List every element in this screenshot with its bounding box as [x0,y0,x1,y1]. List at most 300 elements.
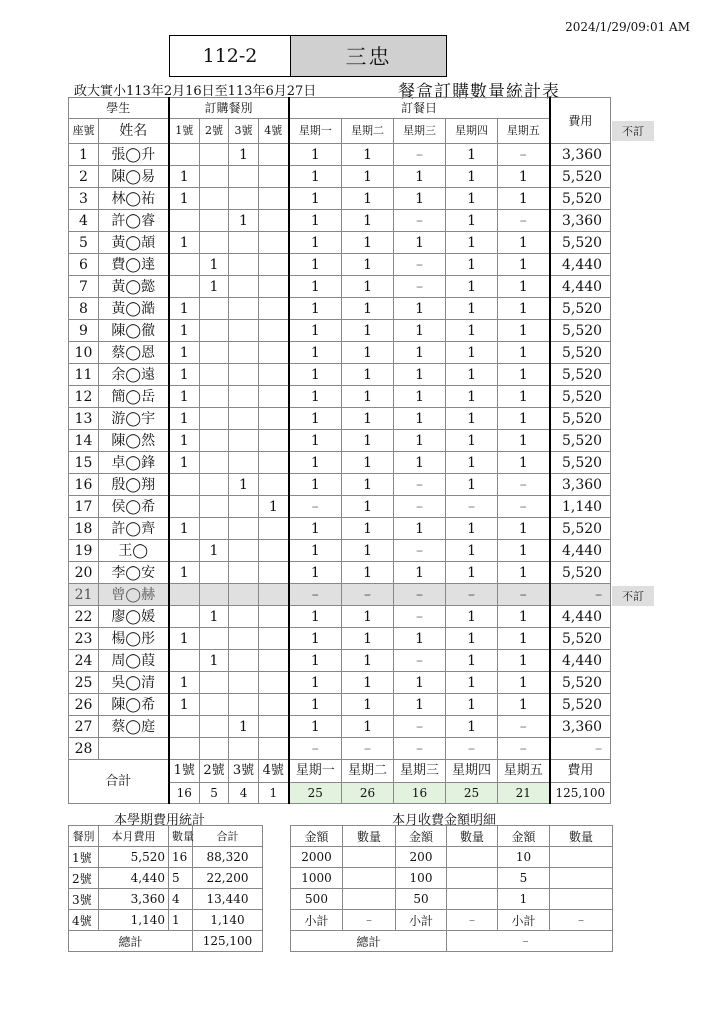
day-4-cell: – [446,738,498,760]
day-2-cell: 1 [342,342,394,364]
day-2-cell: 1 [342,364,394,386]
seat-number: 5 [69,232,99,254]
semester-row [69,868,263,889]
payment-header-qty-3: 數量 [550,826,613,847]
seat-number: 26 [69,694,99,716]
totals-fee: 125,100 [550,783,611,804]
semester-sum: 22,200 [193,868,263,889]
day-3-cell: 1 [394,342,446,364]
day-1-cell: 1 [289,276,342,298]
day-2-cell: – [342,584,394,606]
fee-cell: 5,520 [550,298,611,320]
type-2-cell [200,364,229,386]
type-4-cell [259,188,289,210]
type-1-cell: 1 [169,188,200,210]
semester-unit: 1,140 [99,910,169,931]
type-2-cell [200,738,229,760]
day-1-cell: 1 [289,320,342,342]
student-row [69,650,611,672]
payment-title: 本月收費金額明細 [392,813,497,828]
payment-amount: 50 [396,889,447,910]
type-2-cell [200,298,229,320]
header-row-2 [69,119,611,144]
totals-day-4-label: 星期四 [446,760,498,783]
semester-row [69,910,263,931]
day-5-cell: 1 [498,232,550,254]
seat-number: 10 [69,342,99,364]
class-code: 112-2 [170,36,291,76]
seat-number: 11 [69,364,99,386]
day-2-cell: 1 [342,518,394,540]
type-4-cell [259,144,289,166]
semester-total-row [69,931,263,952]
type-2-cell [200,386,229,408]
type-1-cell: 1 [169,562,200,584]
fee-cell: 3,360 [550,210,611,232]
payment-amount: 小計 [498,910,550,931]
semester-title: 本學期費用統計 [114,813,206,828]
totals-day-2-label: 星期二 [342,760,394,783]
type-4-cell [259,606,289,628]
day-4-cell: – [446,496,498,518]
totals-day-2: 26 [342,783,394,804]
day-5-cell: 1 [498,342,550,364]
fee-cell: 3,360 [550,716,611,738]
type-3-cell [229,694,259,716]
student-name: 王◯ [99,540,169,562]
seat-number: 22 [69,606,99,628]
day-4-cell: 1 [446,386,498,408]
day-2-cell: 1 [342,144,394,166]
day-3-cell: 1 [394,188,446,210]
type-1-cell [169,474,200,496]
payment-row [291,868,613,889]
type-3-cell [229,650,259,672]
student-row [69,408,611,430]
type-2-cell: 1 [200,254,229,276]
student-name: 黃◯澔 [99,298,169,320]
type-4-cell [259,166,289,188]
header-day-thu: 星期四 [446,119,498,144]
type-2-cell [200,430,229,452]
type-3-cell: 1 [229,716,259,738]
type-1-cell: 1 [169,386,200,408]
day-3-cell: – [394,716,446,738]
header-row-1 [69,98,611,119]
student-row [69,584,611,606]
student-row [69,276,611,298]
student-row [69,386,611,408]
header-type-3: 3號 [229,119,259,144]
header-type-1: 1號 [169,119,200,144]
seat-number: 23 [69,628,99,650]
day-4-cell: 1 [446,452,498,474]
seat-number: 17 [69,496,99,518]
payment-qty: – [447,910,498,931]
day-2-cell: 1 [342,408,394,430]
payment-amount: 100 [396,868,447,889]
seat-number: 3 [69,188,99,210]
student-name: 侯◯希 [99,496,169,518]
type-4-cell [259,342,289,364]
fee-cell: 5,520 [550,342,611,364]
type-1-cell: 1 [169,364,200,386]
student-name: 陳◯然 [99,430,169,452]
day-1-cell: 1 [289,694,342,716]
type-2-cell [200,166,229,188]
header-fee: 費用 [550,98,611,144]
student-row [69,628,611,650]
day-4-cell: 1 [446,562,498,584]
day-1-cell: 1 [289,144,342,166]
day-3-cell: 1 [394,628,446,650]
day-5-cell: 1 [498,320,550,342]
day-4-cell: 1 [446,694,498,716]
day-2-cell: 1 [342,650,394,672]
totals-type-1-label: 1號 [169,760,200,783]
type-4-cell [259,276,289,298]
type-1-cell: 1 [169,694,200,716]
fee-cell: 1,140 [550,496,611,518]
semester-qty: 4 [169,889,193,910]
day-5-cell: 1 [498,628,550,650]
seat-number: 1 [69,144,99,166]
semester-fee-table [68,825,263,952]
payment-total-value: – [447,931,613,952]
day-5-cell: 1 [498,430,550,452]
day-4-cell: 1 [446,716,498,738]
day-5-cell: 1 [498,562,550,584]
type-4-cell [259,210,289,232]
day-4-cell: 1 [446,276,498,298]
print-timestamp: 2024/1/29/09:01 AM [565,20,690,34]
student-row [69,562,611,584]
type-1-cell: 1 [169,408,200,430]
payment-row [291,889,613,910]
day-4-cell: 1 [446,540,498,562]
payment-amount: 2000 [291,847,343,868]
day-1-cell: – [289,584,342,606]
student-name: 殷◯翔 [99,474,169,496]
type-3-cell [229,298,259,320]
semester-type: 3號 [69,889,99,910]
student-name: 黃◯懿 [99,276,169,298]
type-2-cell: 1 [200,540,229,562]
payment-amount: 1000 [291,868,343,889]
type-1-cell: 1 [169,672,200,694]
student-name: 費◯達 [99,254,169,276]
day-5-cell: 1 [498,254,550,276]
fee-cell: 5,520 [550,320,611,342]
fee-cell: 5,520 [550,562,611,584]
day-3-cell: – [394,474,446,496]
type-4-cell [259,254,289,276]
day-2-cell: 1 [342,166,394,188]
day-5-cell: – [498,496,550,518]
day-4-cell: 1 [446,232,498,254]
type-2-cell [200,452,229,474]
day-3-cell: – [394,738,446,760]
fee-cell: 5,520 [550,188,611,210]
type-1-cell: 1 [169,518,200,540]
type-3-cell [229,386,259,408]
semester-sum: 1,140 [193,910,263,931]
student-row [69,518,611,540]
semester-row [69,847,263,868]
day-1-cell: 1 [289,254,342,276]
type-3-cell [229,364,259,386]
type-2-cell: 1 [200,606,229,628]
semester-header-unit: 本月費用 [99,826,169,847]
day-2-cell: 1 [342,188,394,210]
day-4-cell: 1 [446,430,498,452]
fee-cell: 3,360 [550,144,611,166]
semester-unit: 4,440 [99,868,169,889]
student-name: 蔡◯庭 [99,716,169,738]
day-1-cell: 1 [289,628,342,650]
student-name: 簡◯岳 [99,386,169,408]
document-title: 餐盒訂購數量統計表 [398,82,560,102]
fee-cell: 4,440 [550,650,611,672]
totals-type-3: 4 [229,783,259,804]
seat-number: 9 [69,320,99,342]
type-3-cell [229,672,259,694]
class-header [169,35,447,77]
seat-number: 2 [69,166,99,188]
not-ordered-label-header: 不訂 [612,121,654,141]
type-3-cell: 1 [229,210,259,232]
totals-day-1-label: 星期一 [289,760,342,783]
header-seat: 座號 [69,119,99,144]
seat-number: 15 [69,452,99,474]
header-order-type: 訂購餐別 [169,98,289,119]
student-name: 廖◯媛 [99,606,169,628]
student-row [69,342,611,364]
seat-number: 16 [69,474,99,496]
totals-type-1: 16 [169,783,200,804]
student-row [69,606,611,628]
type-1-cell: 1 [169,342,200,364]
type-1-cell [169,210,200,232]
fee-cell: 5,520 [550,694,611,716]
day-1-cell: 1 [289,474,342,496]
type-3-cell [229,628,259,650]
payment-row [291,910,613,931]
student-name: 李◯安 [99,562,169,584]
type-3-cell [229,562,259,584]
day-2-cell: 1 [342,562,394,584]
type-4-cell: 1 [259,496,289,518]
type-4-cell [259,474,289,496]
type-4-cell [259,628,289,650]
type-3-cell [229,276,259,298]
fee-cell: 4,440 [550,254,611,276]
type-3-cell [229,166,259,188]
day-5-cell: – [498,474,550,496]
student-name: 游◯宇 [99,408,169,430]
student-name: 余◯遠 [99,364,169,386]
semester-unit: 5,520 [99,847,169,868]
student-name: 陳◯希 [99,694,169,716]
payment-header-row [291,826,613,847]
type-2-cell [200,562,229,584]
day-1-cell: 1 [289,232,342,254]
day-2-cell: 1 [342,386,394,408]
type-3-cell [229,738,259,760]
payment-total-row [291,931,613,952]
day-2-cell: 1 [342,694,394,716]
student-name: 蔡◯恩 [99,342,169,364]
fee-cell: 5,520 [550,232,611,254]
totals-day-3-label: 星期三 [394,760,446,783]
day-4-cell: 1 [446,320,498,342]
fee-cell: 5,520 [550,166,611,188]
payment-detail-table [290,825,613,952]
semester-row [69,889,263,910]
seat-number: 21 [69,584,99,606]
day-2-cell: 1 [342,716,394,738]
semester-header-qty: 數量 [169,826,193,847]
payment-header-amount-2: 金額 [396,826,447,847]
student-row [69,672,611,694]
type-4-cell [259,738,289,760]
day-5-cell: – [498,738,550,760]
fee-cell: 5,520 [550,364,611,386]
type-1-cell: 1 [169,232,200,254]
day-5-cell: – [498,716,550,738]
type-2-cell [200,188,229,210]
day-3-cell: 1 [394,320,446,342]
day-3-cell: 1 [394,298,446,320]
student-row [69,452,611,474]
day-4-cell: 1 [446,298,498,320]
fee-cell: 5,520 [550,430,611,452]
type-2-cell: 1 [200,650,229,672]
student-name: 許◯齊 [99,518,169,540]
student-row [69,496,611,518]
header-order-days: 訂餐日 [289,98,550,119]
seat-number: 25 [69,672,99,694]
type-3-cell [229,320,259,342]
type-4-cell [259,430,289,452]
seat-number: 6 [69,254,99,276]
semester-qty: 16 [169,847,193,868]
day-5-cell: – [498,210,550,232]
fee-cell: 4,440 [550,540,611,562]
payment-qty: – [550,910,613,931]
type-3-cell [229,518,259,540]
day-1-cell: 1 [289,540,342,562]
student-row [69,166,611,188]
type-3-cell [229,232,259,254]
seat-number: 19 [69,540,99,562]
day-5-cell: – [498,144,550,166]
payment-amount: 1 [498,889,550,910]
student-row [69,474,611,496]
seat-number: 8 [69,298,99,320]
day-3-cell: – [394,650,446,672]
day-2-cell: 1 [342,452,394,474]
day-2-cell: 1 [342,276,394,298]
day-4-cell: 1 [446,254,498,276]
day-4-cell: 1 [446,342,498,364]
day-3-cell: 1 [394,452,446,474]
type-1-cell [169,584,200,606]
seat-number: 13 [69,408,99,430]
day-5-cell: 1 [498,606,550,628]
type-2-cell [200,716,229,738]
day-5-cell: 1 [498,694,550,716]
payment-qty [550,847,613,868]
seat-number: 14 [69,430,99,452]
not-ordered-label-row21: 不訂 [612,586,654,606]
student-row [69,540,611,562]
payment-amount: 500 [291,889,343,910]
semester-type: 4號 [69,910,99,931]
day-1-cell: 1 [289,188,342,210]
totals-day-5: 21 [498,783,550,804]
day-5-cell: 1 [498,188,550,210]
day-2-cell: – [342,738,394,760]
day-1-cell: 1 [289,298,342,320]
type-1-cell [169,496,200,518]
type-1-cell [169,716,200,738]
day-4-cell: 1 [446,364,498,386]
type-4-cell [259,232,289,254]
day-4-cell: 1 [446,650,498,672]
type-1-cell [169,276,200,298]
student-row [69,430,611,452]
semester-qty: 1 [169,910,193,931]
type-1-cell [169,738,200,760]
type-4-cell [259,650,289,672]
totals-label-row [69,760,611,783]
student-row [69,738,611,760]
type-2-cell [200,342,229,364]
totals-day-5-label: 星期五 [498,760,550,783]
type-2-cell [200,672,229,694]
type-4-cell [259,562,289,584]
payment-amount: 10 [498,847,550,868]
type-4-cell [259,518,289,540]
payment-header-qty-1: 數量 [343,826,396,847]
payment-header-qty-2: 數量 [447,826,498,847]
student-name: 張◯升 [99,144,169,166]
day-2-cell: 1 [342,430,394,452]
day-1-cell: 1 [289,716,342,738]
day-4-cell: 1 [446,166,498,188]
day-5-cell: 1 [498,672,550,694]
day-1-cell: 1 [289,672,342,694]
totals-type-2-label: 2號 [200,760,229,783]
student-name: 吳◯清 [99,672,169,694]
type-2-cell: 1 [200,276,229,298]
day-3-cell: 1 [394,166,446,188]
day-4-cell: 1 [446,188,498,210]
semester-total-label: 總計 [69,931,193,952]
day-4-cell: 1 [446,628,498,650]
day-1-cell: 1 [289,364,342,386]
day-3-cell: – [394,496,446,518]
student-row [69,144,611,166]
day-5-cell: 1 [498,276,550,298]
day-3-cell: – [394,540,446,562]
day-3-cell: – [394,606,446,628]
type-1-cell [169,254,200,276]
day-3-cell: – [394,210,446,232]
seat-number: 27 [69,716,99,738]
day-2-cell: 1 [342,474,394,496]
